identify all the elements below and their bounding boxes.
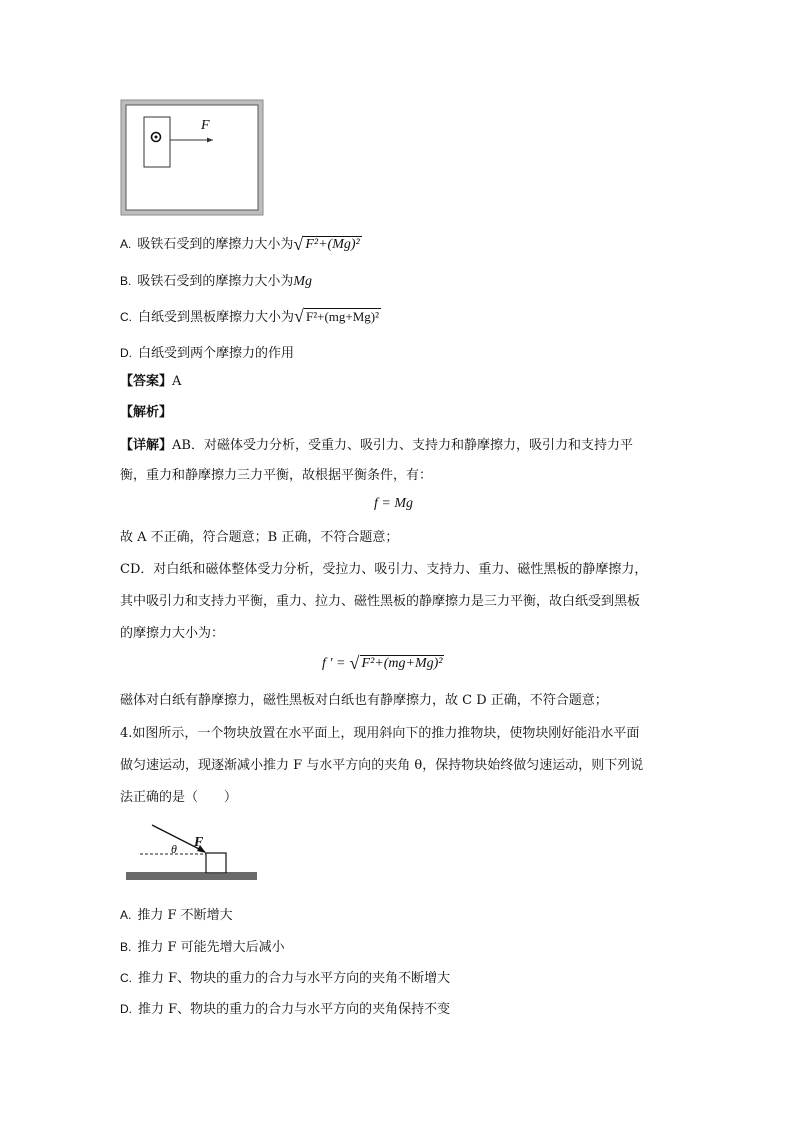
q4-line-3: 法正确的是（ ） [120,790,238,805]
detail-line-2: 衡，重力和静摩擦力三力平衡，故根据平衡条件，有： [120,468,433,483]
detail-line-6: 的摩擦力大小为： [120,626,225,641]
block [206,853,226,873]
ground-hatch [126,874,257,880]
detail-line-7: 磁体对白纸有静摩擦力，磁性黑板对白纸也有静摩擦力，故 C D 正确，不符合题意； [120,693,608,708]
option-b: B. 吸铁石受到的摩擦力大小为Mg [120,274,313,289]
detail-line-1: 【详解】AB．对磁体受力分析，受重力、吸引力、支持力和静摩擦力，吸引力和支持力平 [120,438,633,453]
answer-line: 【答案】A [120,374,182,389]
analysis-tag: 【解析】 [120,405,173,420]
equation-2: f ′ = √ F²+(mg+Mg)² [322,653,443,673]
force-label: F [201,118,210,133]
q4-option-c: C. 推力 F、物块的重力的合力与水平方向的夹角不断增大 [120,971,451,986]
option-a: A. 吸铁石受到的摩擦力大小为 √ F²+(Mg)² [120,234,360,254]
detail-line-4: CD．对白纸和磁体整体受力分析，受拉力、吸引力、支持力、重力、磁性黑板的静摩擦力， [120,562,648,577]
magnet-center [155,136,158,139]
option-c: C. 白纸受到黑板摩擦力大小为 √ F²+(mg+Mg)² [120,306,380,326]
option-d: D. 白纸受到两个摩擦力的作用 [120,346,295,361]
q4-option-a: A. 推力 F 不断增大 [120,908,233,923]
block-figure [124,822,260,884]
q4-line-2: 做匀速运动，现逐渐减小推力 F 与水平方向的夹角 θ，保持物块始终做匀速运动，则下列说 [120,758,644,773]
blackboard-figure [120,99,266,219]
q4-option-b: B. 推力 F 可能先增大后减小 [120,940,285,955]
detail-line-5: 其中吸引力和支持力平衡，重力、拉力、磁性黑板的静摩擦力是三力平衡，故白纸受到黑板 [120,594,641,609]
q4-line-1: 4.如图所示，一个物块放置在水平面上，现用斜向下的推力推物块，使物块刚好能沿水平面 [120,726,640,741]
equation-1: f = Mg [374,496,413,511]
q4-option-d: D. 推力 F、物块的重力的合力与水平方向的夹角保持不变 [120,1002,451,1017]
detail-line-3: 故 A 不正确，符合题意；B 正确，不符合题意； [120,530,399,545]
push-force-label: F [194,835,204,850]
sqrt-formula: √ F²+(mg+Mg)² [294,306,380,326]
sqrt-formula: √ F²+(Mg)² [293,234,360,254]
angle-label: θ [171,842,177,856]
